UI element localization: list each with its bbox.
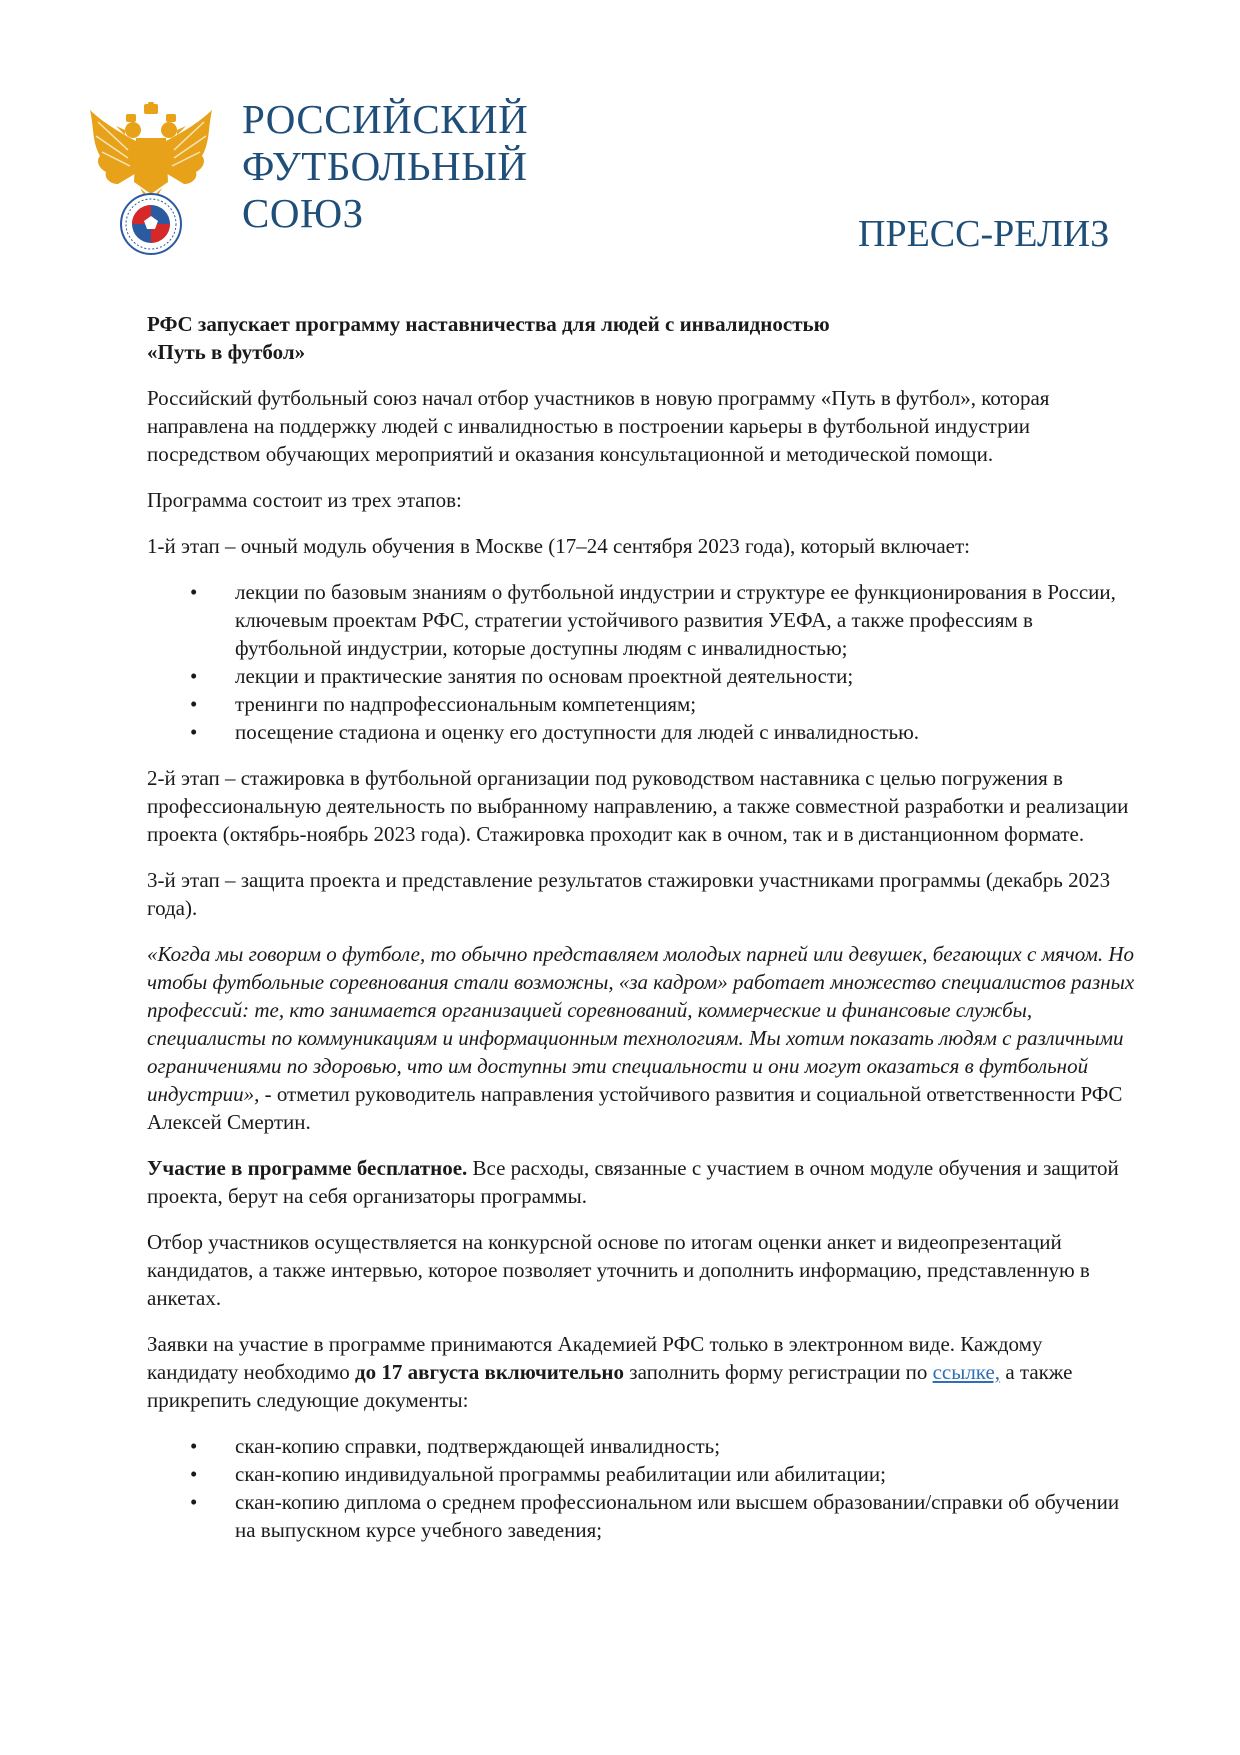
document-body — [147, 310, 1137, 1562]
selection-paragraph: Отбор участников осуществляется на конкурсной основе по итогам оценки анкет и видеопрезентаций кандидатов, а также интервью, которое позволяет уточнить и дополнить информацию, представленную в анкетах. — [147, 1230, 1090, 1310]
headline-line-1: РФС запускает программу наставничества для людей с инвалидностью — [147, 312, 830, 336]
bullet-icon: • — [190, 580, 198, 604]
list-item: • скан-копию диплома о среднем профессиональном или высшем образовании/справки об обучении на выпускном курсе учебного заведения; — [190, 1490, 1120, 1542]
organization-name — [242, 96, 528, 237]
intro-paragraph: Российский футбольный союз начал отбор участников в новую программу «Путь в футбол», которая направлена на поддержку людей с инвалидностью в построении карьеры в футбольной индустрии посредством обучающих мероприятий и оказания консультационной и методической помощи. — [147, 386, 1050, 466]
documents-list — [147, 1432, 1137, 1544]
stages-intro: Программа состоит из трех этапов: — [147, 488, 462, 512]
bullet-icon: • — [190, 720, 198, 744]
free-participation-paragraph: Участие в программе бесплатное. Все расходы, связанные с участием в очном модуле обучения и защитой проекта, берут на себя организаторы программы. — [147, 1156, 1119, 1208]
org-name-line-1: РОССИЙСКИЙ — [242, 96, 529, 142]
bullet-icon: • — [190, 1462, 198, 1486]
football-seal-icon — [121, 194, 181, 254]
stage-1-paragraph: 1-й этап – очный модуль обучения в Москве (17–24 сентября 2023 года), который включает: — [147, 534, 971, 558]
bullet-icon: • — [190, 1490, 198, 1514]
list-item: • посещение стадиона и оценку его доступности для людей с инвалидностью. — [190, 720, 920, 744]
quote-text: «Когда мы говорим о футболе, то обычно представляем молодых парней или девушек, бегающих с мячом. Но чтобы футбольные соревнования стали возможны, «за кадром» работает множество специалистов разных профессий: те, кто занимается организацией соревнований, коммерческие и финансовые службы, специалисты по коммуникациям и информационным технологиям. Мы хотим показать людям с различными ограничениями по здоровью, что им доступны эти специальности и они могут оказаться в футбольной индустрии», — [147, 942, 1135, 1106]
headline — [147, 310, 1137, 366]
headline-line-2: «Путь в футбол» — [147, 340, 306, 364]
bullet-icon: • — [190, 664, 198, 688]
free-participation-bold: Участие в программе бесплатное. — [147, 1156, 468, 1180]
stage-2-paragraph: 2-й этап – стажировка в футбольной организации под руководством наставника с целью погружения в профессиональную деятельность по выбранному направлению, а также совместной разработки и реализации проекта (октябрь-ноябрь 2023 года). Стажировка проходит как в очном, так и в дистанционном формате. — [147, 766, 1129, 846]
application-paragraph: Заявки на участие в программе принимаются Академией РФС только в электронном виде. Каждому кандидату необходимо до 17 августа включительно заполнить форму регистрации по ссылке, а также прикрепить следующие документы: — [147, 1332, 1073, 1412]
stage-3-paragraph: 3-й этап – защита проекта и представление результатов стажировки участниками программы (декабрь 2023 года). — [147, 868, 1111, 920]
rfs-logo — [88, 102, 214, 257]
bullet-icon: • — [190, 1434, 198, 1458]
deadline-text: до 17 августа включительно — [354, 1360, 625, 1384]
quote-attribution: - отметил руководитель направления устойчивого развития и социальной ответственности РФС Алексей Смертин. — [147, 1082, 1123, 1134]
org-name-line-3: СОЮЗ — [242, 190, 364, 236]
list-item: • скан-копию индивидуальной программы реабилитации или абилитации; — [190, 1462, 886, 1486]
stage-1-list — [147, 578, 1137, 746]
org-name-line-2: ФУТБОЛЬНЫЙ — [242, 143, 528, 189]
list-item: • лекции и практические занятия по основам проектной деятельности; — [190, 664, 854, 688]
list-item: • скан-копию справки, подтверждающей инвалидность; — [190, 1434, 721, 1458]
list-item: • лекции по базовым знаниям о футбольной индустрии и структуре ее функционирования в России, ключевым проектам РФС, стратегии устойчивого развития УЕФА, а также профессиям в футбольной индустрии, которые доступны людям с инвалидностью; — [190, 580, 1116, 660]
press-release-label: ПРЕСС-РЕЛИЗ — [858, 213, 1110, 255]
list-item: • тренинги по надпрофессиональным компетенциям; — [190, 692, 697, 716]
bullet-icon: • — [190, 692, 198, 716]
registration-link[interactable]: ссылке, — [932, 1360, 1001, 1384]
quote-paragraph — [147, 940, 1137, 1136]
